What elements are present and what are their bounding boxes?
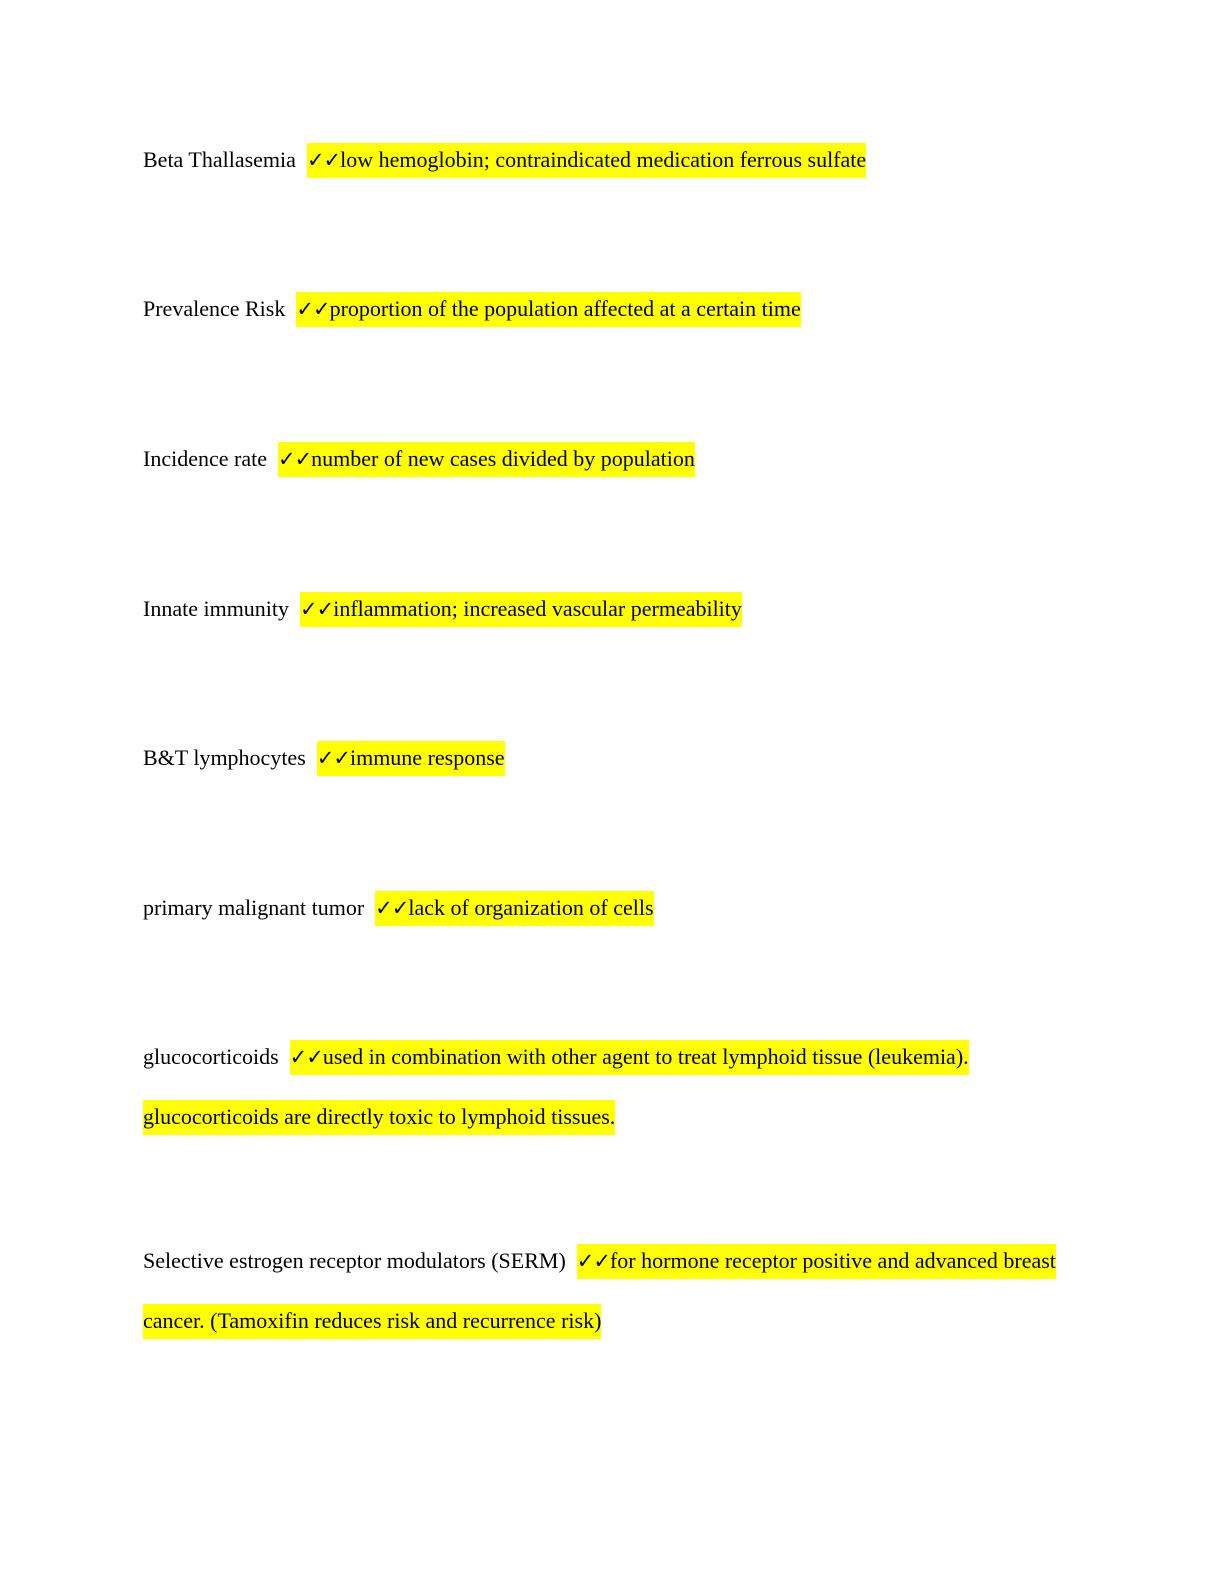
entry-term: Incidence rate xyxy=(143,446,273,471)
double-check-icon: ✓✓ xyxy=(306,148,341,172)
entry-answer-highlight xyxy=(307,143,866,178)
entry-definition: for hormone receptor positive and advanced breast cancer. (Tamoxifin reduces risk and recurrence risk) xyxy=(143,1248,1056,1333)
flashcard-entry xyxy=(143,279,1083,339)
entry-term: B&T lymphocytes xyxy=(143,745,312,770)
flashcard-entry xyxy=(143,429,1083,489)
entry-answer-highlight xyxy=(317,741,505,776)
entry-definition: used in combination with other agent to treat lymphoid tissue (leukemia). glucocorticoids are directly toxic to lymphoid tissues. xyxy=(143,1044,969,1129)
entry-definition: lack of organization of cells xyxy=(408,895,654,920)
entry-definition: immune response xyxy=(349,745,505,770)
flashcard-entry xyxy=(143,878,1083,938)
entry-answer-highlight xyxy=(375,891,653,926)
flashcard-entry xyxy=(143,728,1083,788)
entry-term: glucocorticoids xyxy=(143,1044,285,1069)
entry-term: Selective estrogen receptor modulators (SERM) xyxy=(143,1248,572,1273)
flashcard-entry xyxy=(143,579,1083,639)
entry-term: Beta Thallasemia xyxy=(143,147,302,172)
entry-term: Prevalence Risk xyxy=(143,296,291,321)
entry-term: Innate immunity xyxy=(143,596,295,621)
double-check-icon: ✓✓ xyxy=(277,447,312,471)
entry-definition: number of new cases divided by population xyxy=(311,446,695,471)
entry-definition: proportion of the population affected at a certain time xyxy=(329,296,801,321)
entry-answer-highlight xyxy=(296,292,800,327)
flashcard-entry xyxy=(143,1231,1083,1351)
double-check-icon: ✓✓ xyxy=(289,1045,323,1069)
double-check-icon: ✓✓ xyxy=(576,1249,610,1273)
double-check-icon: ✓✓ xyxy=(296,297,330,321)
double-check-icon: ✓✓ xyxy=(300,597,334,621)
double-check-icon: ✓✓ xyxy=(316,746,350,770)
entry-definition: inflammation; increased vascular permeability xyxy=(333,596,742,621)
entry-answer-highlight xyxy=(278,442,695,477)
flashcard-entry xyxy=(143,1027,1083,1147)
entry-definition: low hemoglobin; contraindicated medication ferrous sulfate xyxy=(340,147,867,172)
flashcard-entry xyxy=(143,130,1083,190)
entry-term: primary malignant tumor xyxy=(143,895,370,920)
double-check-icon: ✓✓ xyxy=(375,896,409,920)
entry-answer-highlight xyxy=(300,592,742,627)
